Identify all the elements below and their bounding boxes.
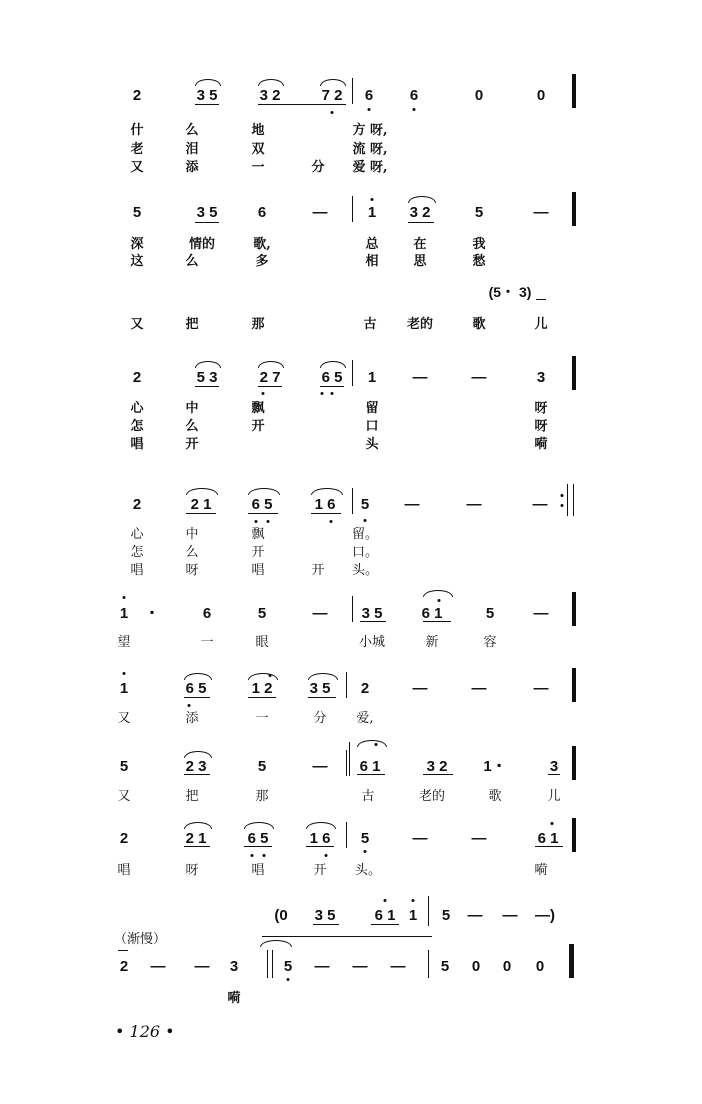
note: 2 3 <box>185 758 207 775</box>
lyric: 留 <box>365 401 379 416</box>
note: 0 <box>474 87 484 104</box>
duration-underline <box>195 386 219 387</box>
note: 3 <box>549 758 559 775</box>
note: — <box>532 496 548 513</box>
page-number: • 126 • <box>115 1022 175 1041</box>
octave-dot <box>412 899 415 902</box>
lyric: 一 <box>251 160 265 175</box>
duration-underline <box>195 222 219 223</box>
lyric: 爱 呀, <box>352 160 388 175</box>
lyric: 添 <box>185 711 199 726</box>
octave-dot <box>123 672 126 675</box>
note: 2 1 <box>190 496 212 513</box>
lyric: 怎 <box>130 419 144 434</box>
barline <box>352 488 353 514</box>
lyric: 分 <box>311 160 325 175</box>
note: 3 <box>536 369 546 386</box>
octave-dot <box>364 519 367 522</box>
note: 1 2 <box>251 680 273 697</box>
final-barline <box>569 944 574 978</box>
lyric: 留。 <box>351 527 379 542</box>
note: 2 <box>360 680 370 697</box>
octave-dot <box>413 108 416 111</box>
lyric: 嗬 <box>534 863 548 878</box>
lyric: 呀 <box>185 563 199 578</box>
lyric: 唱 <box>117 863 131 878</box>
lyric: 唱 <box>130 437 144 452</box>
duration-underline <box>195 104 219 105</box>
note: 5 <box>132 204 142 221</box>
note: 6 1 <box>359 758 381 775</box>
note: — <box>314 958 330 975</box>
lyric: 唱 <box>251 863 265 878</box>
note: 1 6 <box>309 830 331 847</box>
lyric: 中 <box>185 527 199 542</box>
lyric: 情的 <box>188 237 216 252</box>
duration-underline <box>306 846 334 847</box>
lyric: 开 <box>185 437 199 452</box>
slur-arc <box>357 740 387 747</box>
note: 3 5 <box>361 605 383 622</box>
lyric: 相 <box>365 254 379 269</box>
lyric: 新 <box>425 635 439 650</box>
octave-dot <box>364 850 367 853</box>
lyric: 老的 <box>418 789 446 804</box>
barline <box>346 672 347 698</box>
duration-underline <box>313 924 339 925</box>
lyric: 歌 <box>472 317 486 332</box>
note: 2 <box>132 496 142 513</box>
duration-underline <box>320 386 344 387</box>
slur-arc <box>308 673 338 680</box>
duration-underline <box>184 697 210 698</box>
lyric: 呀 <box>534 419 548 434</box>
lyric: 容 <box>483 635 497 650</box>
note: 6 5 <box>185 680 207 697</box>
slur-arc <box>423 590 453 597</box>
lyric: 又 <box>117 789 131 804</box>
lyric: 么 <box>185 123 199 138</box>
lyric: 儿 <box>534 317 548 332</box>
lyric: 爱, <box>356 711 374 726</box>
note: ・ <box>144 605 160 622</box>
lyric: 开 <box>311 563 325 578</box>
note: 1 <box>119 605 129 622</box>
lyric: 我 <box>472 237 486 252</box>
octave-dot <box>251 854 254 857</box>
duration-underline <box>184 846 210 847</box>
lyric: 添 <box>185 160 199 175</box>
lyric: 一 <box>255 711 269 726</box>
note: 2 <box>119 958 129 975</box>
lyric: 把 <box>185 317 199 332</box>
lyric: 歌, <box>253 237 271 252</box>
note: 5 <box>257 758 267 775</box>
duration-underline <box>308 697 336 698</box>
octave-dot <box>375 743 378 746</box>
lyric: 泪 <box>185 142 199 157</box>
lyric: 思 <box>413 254 427 269</box>
duration-underline <box>423 774 453 775</box>
duration-underline <box>244 846 272 847</box>
note: — <box>194 958 210 975</box>
slur-arc <box>244 822 274 829</box>
note: 0 <box>536 87 546 104</box>
note: — <box>404 496 420 513</box>
octave-dot <box>330 520 333 523</box>
octave-dot <box>287 978 290 981</box>
note: 3 <box>229 958 239 975</box>
lyric: 那 <box>251 317 265 332</box>
note: — <box>533 680 549 697</box>
lyric: 开 <box>251 419 265 434</box>
lyric: 嗬 <box>534 437 548 452</box>
octave-dot <box>331 392 334 395</box>
slur-arc <box>306 822 336 829</box>
lyric: 古 <box>361 789 375 804</box>
note: — <box>471 369 487 386</box>
lyric: 把 <box>185 789 199 804</box>
octave-dot <box>188 704 191 707</box>
lyric: 么 <box>185 545 199 560</box>
slur-arc <box>184 751 212 758</box>
slur-arc <box>260 940 292 947</box>
lyric: 么 <box>185 254 199 269</box>
note: 6 1 <box>421 605 443 622</box>
note: — <box>312 204 328 221</box>
lyric: 唱 <box>130 563 144 578</box>
note: 6 <box>202 605 212 622</box>
lyric: 么 <box>185 419 199 434</box>
note: (0 <box>274 907 288 924</box>
duration-underline <box>186 513 216 514</box>
octave-dot <box>267 520 270 523</box>
note: — <box>466 496 482 513</box>
duration-underline <box>311 513 341 514</box>
repeat-barline <box>573 484 574 516</box>
note: 6 <box>364 87 374 104</box>
octave-dot <box>321 392 324 395</box>
lyric: 老的 <box>406 317 434 332</box>
duration-underline <box>258 104 346 105</box>
slur-arc <box>195 79 221 86</box>
note: — <box>150 958 166 975</box>
slur-arc <box>248 488 280 495</box>
slur-arc <box>320 79 346 86</box>
octave-dot <box>371 198 374 201</box>
octave-dot <box>325 854 328 857</box>
note: — <box>471 680 487 697</box>
note: — <box>312 758 328 775</box>
lyric: 一 <box>200 635 214 650</box>
note: 5 <box>119 758 129 775</box>
note: 3 5 <box>196 204 218 221</box>
barline <box>346 750 347 776</box>
note: 2 <box>119 830 129 847</box>
lyric: 在 <box>413 237 427 252</box>
octave-dot <box>551 822 554 825</box>
octave-dot <box>438 599 441 602</box>
lyric: 开 <box>251 545 265 560</box>
note: 1 <box>119 680 129 697</box>
lyric: 口 <box>365 419 379 434</box>
duration-underline <box>423 621 451 622</box>
lyric: 口。 <box>351 545 379 560</box>
slur-arc <box>311 488 343 495</box>
duration-underline <box>357 774 385 775</box>
barline <box>352 196 353 222</box>
note: 7 2 <box>321 87 343 104</box>
note: 5 <box>283 958 293 975</box>
note: 1 6 <box>314 496 336 513</box>
duration-underline <box>184 774 210 775</box>
duration-underline <box>371 924 399 925</box>
slur-arc <box>195 361 221 368</box>
slur-arc <box>320 361 346 368</box>
note: — <box>412 680 428 697</box>
octave-dot <box>561 504 564 507</box>
barline <box>352 596 353 622</box>
octave-dot <box>384 899 387 902</box>
lyric: 呀 <box>534 401 548 416</box>
lyric: 中 <box>185 401 199 416</box>
note: 5 <box>360 496 370 513</box>
note: 2 <box>132 87 142 104</box>
lyric: 飘 <box>251 401 265 416</box>
note: 6 5 <box>321 369 343 386</box>
octave-dot <box>263 854 266 857</box>
note: 6 1 <box>537 830 559 847</box>
note: 3 2 <box>409 204 431 221</box>
tempo-mark: （渐慢） <box>114 932 167 947</box>
note: 0 <box>535 958 545 975</box>
barline <box>346 822 347 848</box>
final-barline <box>572 74 576 108</box>
note: — <box>390 958 406 975</box>
note: — <box>467 907 483 924</box>
duration-underline <box>258 386 282 387</box>
note: 0 <box>502 958 512 975</box>
note: —) <box>535 907 555 924</box>
lyric: 总 <box>365 237 379 252</box>
slur-arc <box>248 673 278 680</box>
duration-underline <box>262 936 432 937</box>
note: — <box>471 830 487 847</box>
repeat-barline <box>567 484 568 516</box>
note: 3 2 <box>426 758 448 775</box>
lyric: 心 <box>130 401 144 416</box>
lyric: 又 <box>117 711 131 726</box>
lyric: 嗬 <box>227 991 241 1006</box>
duration-underline <box>360 621 386 622</box>
note: 2 7 <box>259 369 281 386</box>
note: 5 <box>474 204 484 221</box>
lyric: 飘 <box>251 527 265 542</box>
octave-dot <box>255 520 258 523</box>
octave-dot <box>368 108 371 111</box>
note: 6 <box>257 204 267 221</box>
note: 2 1 <box>185 830 207 847</box>
lyric: 开 <box>313 863 327 878</box>
lyric: 唱 <box>251 563 265 578</box>
note: 0 <box>471 958 481 975</box>
lyric: 又 <box>130 160 144 175</box>
lyric: 古 <box>363 317 377 332</box>
note: 1 <box>367 369 377 386</box>
lyric: 又 <box>130 317 144 332</box>
note: 6 1 <box>374 907 396 924</box>
lyric: 愁 <box>472 254 486 269</box>
note: — <box>412 369 428 386</box>
duration-underline <box>408 222 434 223</box>
lyric: 头。 <box>351 563 379 578</box>
note: — <box>533 204 549 221</box>
lyric: 深 <box>130 237 144 252</box>
final-barline <box>572 818 576 852</box>
note: 1 <box>408 907 418 924</box>
note: 5 <box>485 605 495 622</box>
final-barline <box>572 192 576 226</box>
barline <box>428 896 429 926</box>
note: 6 <box>409 87 419 104</box>
octave-dot <box>123 596 126 599</box>
lyric: 头。 <box>354 863 382 878</box>
lyric: 头 <box>365 437 379 452</box>
lyric: 什 <box>130 123 144 138</box>
barline <box>352 78 353 104</box>
note: 2 <box>132 369 142 386</box>
duration-underline <box>248 697 276 698</box>
note: — <box>312 605 328 622</box>
slur-arc <box>118 950 128 951</box>
lyric: 双 <box>251 142 265 157</box>
lyric: 流 呀, <box>352 142 388 157</box>
final-barline <box>572 356 576 390</box>
final-barline <box>572 668 576 702</box>
lyric: 歌 <box>488 789 502 804</box>
lyric: 分 <box>313 711 327 726</box>
octave-dot <box>561 494 564 497</box>
barline <box>272 950 273 978</box>
barline <box>352 360 353 386</box>
note: 1・ <box>483 758 507 775</box>
slur-arc <box>184 822 212 829</box>
duration-underline <box>248 513 278 514</box>
final-barline <box>572 746 576 780</box>
final-barline <box>572 592 576 626</box>
lyric: 多 <box>255 254 269 269</box>
slur-arc <box>186 488 218 495</box>
slur-arc <box>184 673 212 680</box>
lyric: 望 <box>117 635 131 650</box>
slur-arc <box>258 361 284 368</box>
lyric: 呀 <box>185 863 199 878</box>
note: 6 5 <box>251 496 273 513</box>
note: 3 5 <box>314 907 336 924</box>
slur-arc <box>258 79 284 86</box>
barline <box>428 950 429 978</box>
bracket-note: (5・ 3) <box>488 284 532 300</box>
note: 3 5 <box>196 87 218 104</box>
note: — <box>533 605 549 622</box>
lyric: 心 <box>130 527 144 542</box>
note: — <box>352 958 368 975</box>
note: 5 <box>440 958 450 975</box>
lyric: 老 <box>130 142 144 157</box>
lyric: 那 <box>255 789 269 804</box>
note: 3 2 <box>259 87 281 104</box>
duration-underline <box>535 846 563 847</box>
duration-underline <box>548 774 560 775</box>
lyric: 怎 <box>130 545 144 560</box>
lyric: 眼 <box>255 635 269 650</box>
barline <box>349 742 350 776</box>
note: 5 <box>257 605 267 622</box>
note: 1 <box>367 204 377 221</box>
note: 5 <box>441 907 451 924</box>
duration-underline <box>536 299 546 300</box>
lyric: 地 <box>251 123 265 138</box>
note: — <box>412 830 428 847</box>
lyric: 儿 <box>547 789 561 804</box>
lyric: 这 <box>130 254 144 269</box>
note: 3 5 <box>309 680 331 697</box>
note: 5 <box>360 830 370 847</box>
note: — <box>502 907 518 924</box>
lyric: 小城 <box>358 635 386 650</box>
barline <box>267 950 268 978</box>
note: 5 3 <box>196 369 218 386</box>
octave-dot <box>262 392 265 395</box>
slur-arc <box>408 196 436 203</box>
note: 6 5 <box>247 830 269 847</box>
lyric: 方 呀, <box>352 123 388 138</box>
octave-dot <box>331 111 334 114</box>
